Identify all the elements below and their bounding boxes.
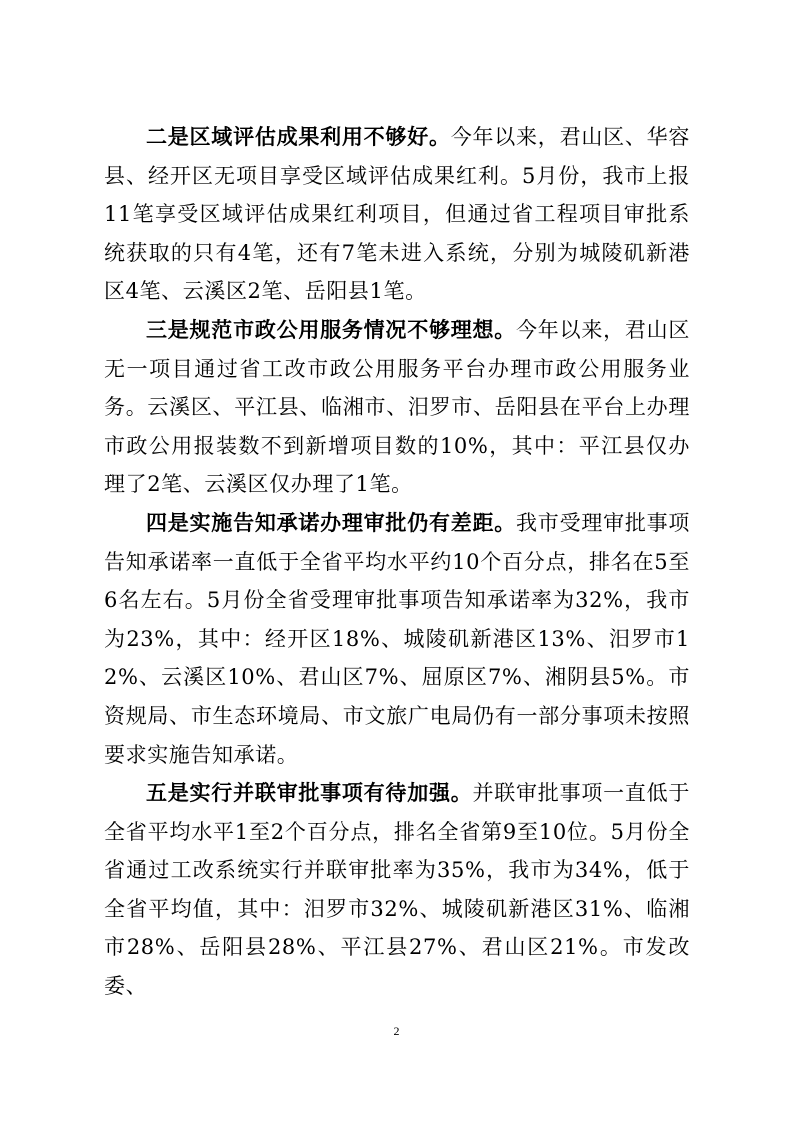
paragraph-body: 今年以来，君山区、华容县、经开区无项目享受区域评估成果红利。5月份，我市上报11笔享受区域评估成果红利项目，但通过省工程项目审批系统获取的只有4笔，还有7笔未进入系统，分别为城陵矶新港区4笔、云溪区2笔、岳阳县1笔。 xyxy=(104,125,690,304)
document-body xyxy=(104,118,690,1006)
paragraph-body: 今年以来，君山区无一项目通过省工改市政公用服务平台办理市政公用服务业务。云溪区、平江县、临湘市、汨罗市、岳阳县在平台上办理市政公用报装数不到新增项目数的10%，其中：平江县仅办理了2笔、云溪区仅办理了1笔。 xyxy=(104,317,690,497)
paragraph-lead: 五是实行并联审批事项有待加强。 xyxy=(146,780,473,806)
paragraph-regional-assessment xyxy=(104,118,690,311)
paragraph-lead: 三是规范市政公用服务情况不够理想。 xyxy=(146,316,517,342)
paragraph-municipal-services xyxy=(104,311,690,504)
page-number: 2 xyxy=(393,1024,400,1038)
paragraph-parallel-approval xyxy=(104,774,690,1006)
paragraph-notification-commitment xyxy=(104,504,690,774)
paragraph-body: 我市受理审批事项告知承诺率一直低于全省平均水平约10个百分点，排名在5至6名左右。5月份全省受理审批事项告知承诺率为32%，我市为23%，其中：经开区18%、城陵矶新港区13%、汨罗市12%、云溪区10%、君山区7%、屈原区7%、湘阴县5%。市资规局、市生态环境局、市文旅广电局仍有一部分事项未按照要求实施告知承诺。 xyxy=(104,510,690,767)
paragraph-body: 并联审批事项一直低于全省平均水平1至2个百分点，排名全省第9至10位。5月份全省通过工改系统实行并联审批率为35%，我市为34%，低于全省平均值，其中：汨罗市32%、城陵矶新港区31%、临湘市28%、岳阳县28%、平江县27%、君山区21%。市发改委、 xyxy=(104,781,690,999)
paragraph-lead: 二是区域评估成果利用不够好。 xyxy=(146,124,451,149)
paragraph-lead: 四是实施告知承诺办理审批仍有差距。 xyxy=(146,509,517,535)
